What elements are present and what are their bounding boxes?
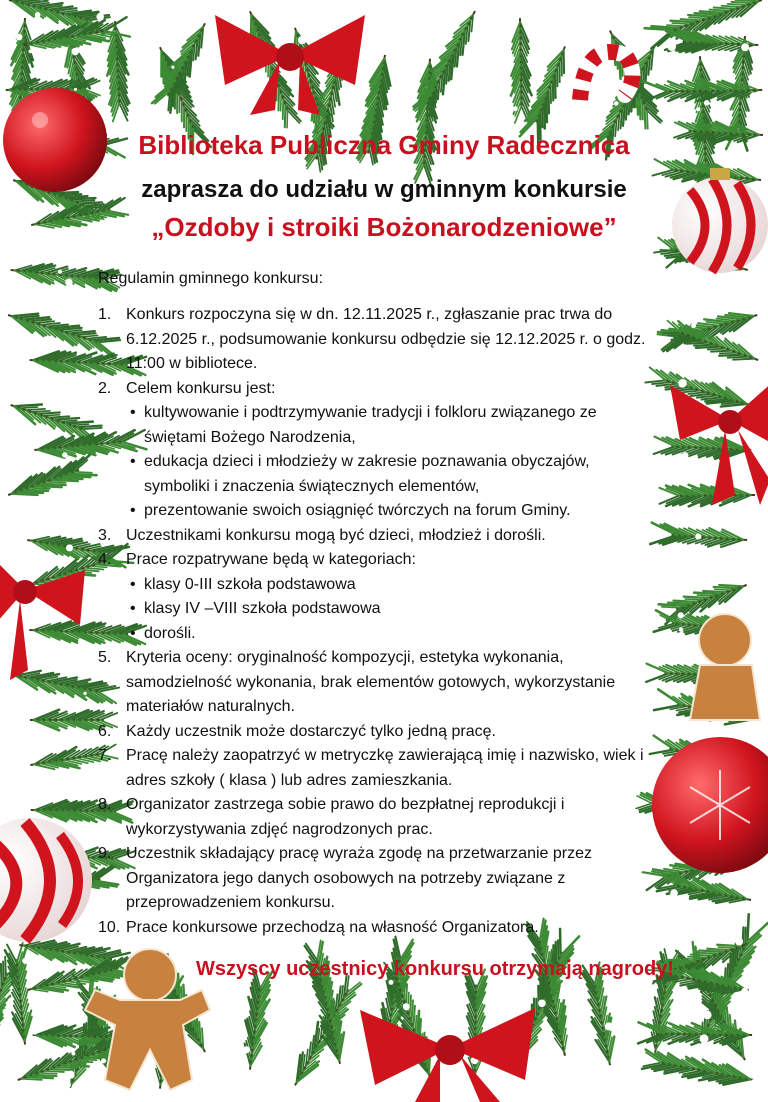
rule-number: 10. <box>98 918 121 936</box>
contest-title: „Ozdoby i stroiki Bożonarodzeniowe” <box>151 212 617 242</box>
bullet-item: • klasy IV –VIII szkoła podstawowa <box>126 597 658 622</box>
rules-intro: Regulamin gminnego konkursu: <box>98 270 324 287</box>
rule-item <box>98 916 658 941</box>
rule-text: Konkurs rozpoczyna się w dn. 12.11.2025 r., zgłaszanie prac trwa do 6.12.2025 r., podsumowanie konkursu odbędzie się 12.12.2025 r. o godz. 11:00 w bibliotece. <box>126 306 646 372</box>
library-name-heading: Biblioteka Publiczna Gminy Radecznica <box>138 130 630 160</box>
rule-item <box>98 646 658 720</box>
rule-text: Organizator zastrzega sobie prawo do bezpłatnej reprodukcji i wykorzystywania zdjęć nagrodzonych prac. <box>126 796 565 838</box>
rule-text: Kryteria oceny: oryginalność kompozycji, estetyka wykonania, samodzielność wykonania, brak elementów gotowych, wykorzystanie materiałów naturalnych. <box>126 649 616 715</box>
rule-item <box>98 548 658 646</box>
rule-number: 1. <box>98 306 112 323</box>
rule-number: 8. <box>98 796 112 813</box>
rule-text: Uczestnik składający pracę wyraża zgodę na przetwarzanie przez Organizatora jego danych osobowych na potrzeby związane z przeprowadzeniem konkursu. <box>126 845 592 911</box>
rule-item <box>98 377 658 524</box>
bullet-item: • kultywowanie i podtrzymywanie tradycji i folkloru związanego ze świętami Bożego Narodzenia, <box>126 401 658 450</box>
rule-number: 3. <box>98 526 112 544</box>
rule-number: 5. <box>98 649 112 666</box>
rule-text: Każdy uczestnik może dostarczyć tylko jedną pracę. <box>126 722 496 740</box>
rule-item <box>98 793 658 842</box>
rule-item <box>98 744 658 793</box>
categories-list <box>126 573 658 647</box>
rule-item <box>98 720 658 745</box>
rule-text: Celem konkursu jest: <box>126 379 276 397</box>
bullet-item: • prezentowanie swoich osiągnięć twórczych na forum Gminy. <box>126 499 658 524</box>
bullet-item: • klasy 0-III szkoła podstawowa <box>126 573 658 598</box>
rule-number: 7. <box>98 747 112 764</box>
rules-list <box>98 303 658 940</box>
rule-text: Prace konkursowe przechodzą na własność Organizatora. <box>126 918 539 936</box>
rule-text: Uczestnikami konkursu mogą być dzieci, młodzież i dorośli. <box>126 526 546 544</box>
rule-number: 2. <box>98 379 112 397</box>
bullet-item: • edukacja dzieci i młodzieży w zakresie poznawania obyczajów, symboliki i znaczenia świątecznych elementów, <box>126 450 658 499</box>
bullet-item: • dorośli. <box>126 622 658 647</box>
rule-number: 6. <box>98 722 112 740</box>
goals-list <box>126 401 658 524</box>
rule-text: Prace rozpatrywane będą w kategoriach: <box>126 551 416 568</box>
rule-item <box>98 303 658 377</box>
rule-item <box>98 524 658 549</box>
prizes-announcement: Wszyscy uczestnicy konkursu otrzymają nagrody! <box>196 958 674 980</box>
rule-number: 4. <box>98 551 112 568</box>
rule-number: 9. <box>98 845 112 862</box>
rule-item <box>98 842 658 916</box>
rule-text: Pracę należy zaopatrzyć w metryczkę zawierającą imię i nazwisko, wiek i adres szkoły ( klasa ) lub adres zamieszkania. <box>126 747 644 789</box>
invitation-subheading: zaprasza do udziału w gminnym konkursie <box>141 176 627 203</box>
